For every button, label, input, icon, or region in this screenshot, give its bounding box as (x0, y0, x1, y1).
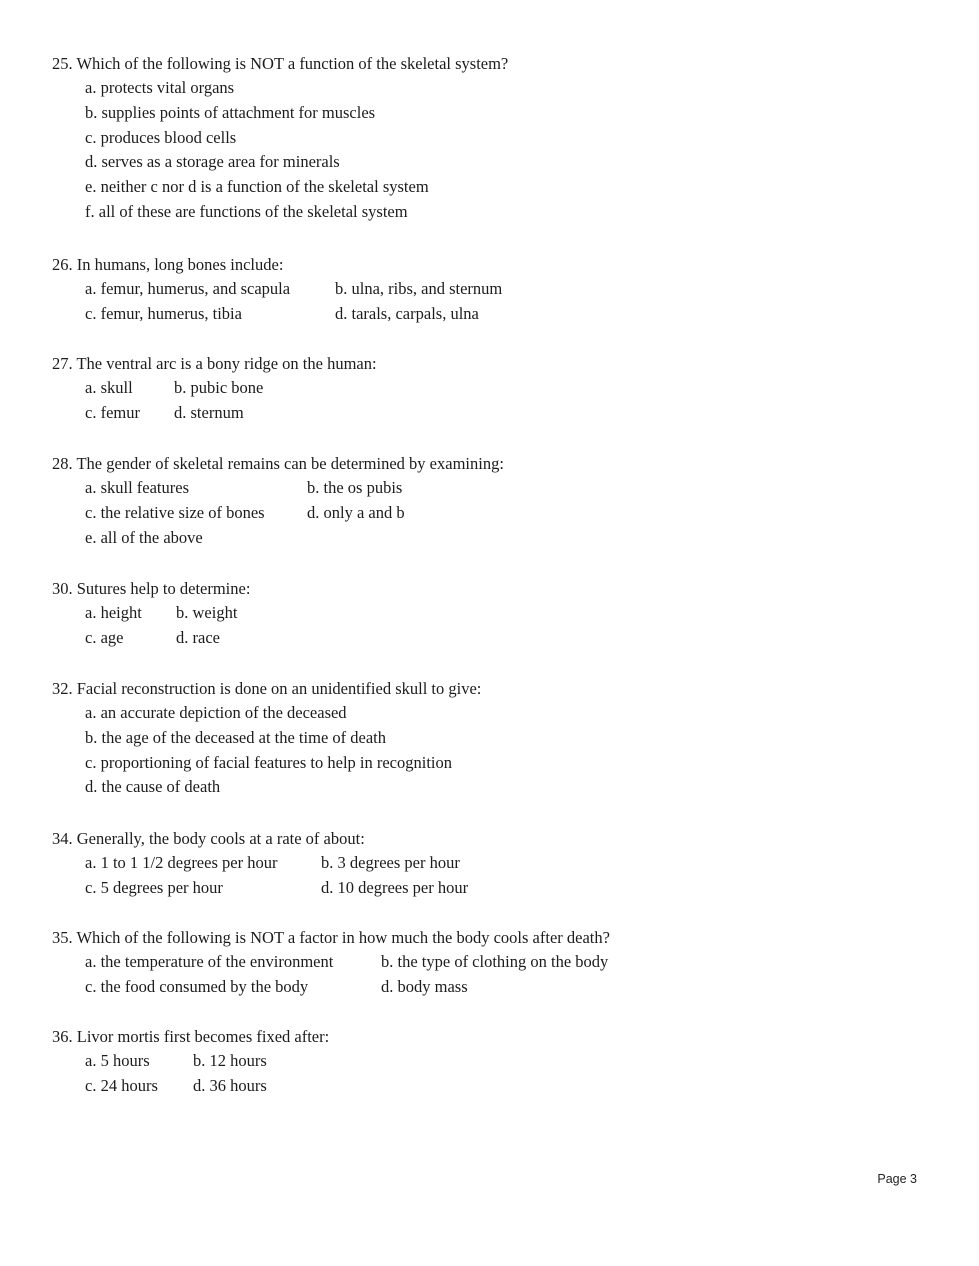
answer-row (85, 376, 932, 401)
answer-option: a. 5 hours (85, 1051, 150, 1070)
answer-option: c. age (85, 627, 124, 647)
answer-option: d. 10 degrees per hour (321, 877, 469, 897)
answer-option: e. all of the above (85, 527, 203, 547)
question-30 (52, 577, 932, 651)
answer-row (85, 950, 932, 975)
answer-option: d. sternum (174, 402, 244, 422)
page-number: Page 3 (877, 1172, 917, 1186)
answer-option: b. ulna, ribs, and sternum (335, 279, 503, 298)
question-text: 30. Sutures help to determine: (52, 579, 251, 598)
answer-option: a. 1 to 1 1/2 degrees per hour (85, 853, 278, 872)
answer-options (85, 851, 932, 901)
answer-options (85, 277, 932, 327)
answer-option: b. 12 hours (193, 1051, 267, 1070)
question-28 (52, 452, 932, 550)
answer-option: a. height (85, 603, 142, 622)
answer-row (85, 601, 932, 626)
answer-option: c. 24 hours (85, 1075, 158, 1095)
answer-row (85, 302, 932, 327)
answer-option: c. femur (85, 402, 140, 422)
answer-row (85, 975, 932, 1000)
answer-option: a. skull features (85, 478, 190, 497)
answer-options (85, 701, 932, 800)
answer-options (85, 601, 932, 651)
question-text: 26. In humans, long bones include: (52, 255, 284, 274)
answer-option: b. the type of clothing on the body (381, 952, 609, 971)
answer-row (85, 1049, 932, 1074)
answer-option: a. an accurate depiction of the deceased (85, 703, 347, 722)
answer-option: c. 5 degrees per hour (85, 877, 223, 897)
answer-option: b. 3 degrees per hour (321, 853, 460, 872)
answer-option: c. femur, humerus, tibia (85, 303, 242, 323)
question-text: 27. The ventral arc is a bony ridge on the human: (52, 354, 377, 373)
answer-row (85, 851, 932, 876)
question-text: 36. Livor mortis first becomes fixed after: (52, 1027, 330, 1046)
question-26 (52, 253, 932, 327)
answer-option: d. tarals, carpals, ulna (335, 303, 479, 323)
question-text: 35. Which of the following is NOT a factor in how much the body cools after death? (52, 928, 610, 947)
answer-options (85, 476, 932, 550)
question-32 (52, 677, 932, 800)
answer-option: b. weight (176, 603, 238, 622)
answer-row (85, 476, 932, 501)
question-36 (52, 1025, 932, 1099)
answer-option: b. the os pubis (307, 478, 403, 497)
answer-row (85, 401, 932, 426)
answer-option: b. pubic bone (174, 378, 264, 397)
question-25 (52, 52, 932, 225)
answer-option: d. 36 hours (193, 1075, 267, 1095)
answer-option: a. protects vital organs (85, 78, 235, 97)
question-text: 34. Generally, the body cools at a rate of about: (52, 829, 365, 848)
answer-options (85, 376, 932, 426)
answer-options (85, 76, 932, 225)
answer-option: b. supplies points of attachment for muscles (85, 102, 376, 122)
answer-row (85, 1074, 932, 1099)
answer-row (85, 501, 932, 526)
answer-option: d. only a and b (307, 502, 405, 522)
question-text: 25. Which of the following is NOT a function of the skeletal system? (52, 54, 509, 73)
question-35 (52, 926, 932, 1000)
question-text: 32. Facial reconstruction is done on an unidentified skull to give: (52, 679, 482, 698)
answer-option: c. the relative size of bones (85, 502, 265, 522)
answer-option: d. race (176, 627, 220, 647)
answer-option: a. skull (85, 378, 133, 397)
question-34 (52, 827, 932, 901)
answer-option: a. the temperature of the environment (85, 952, 334, 971)
answer-option: c. the food consumed by the body (85, 976, 309, 996)
answer-option: a. femur, humerus, and scapula (85, 279, 291, 298)
answer-row (85, 626, 932, 651)
answer-options (85, 950, 932, 1000)
answer-row (85, 876, 932, 901)
answer-option: d. body mass (381, 976, 468, 996)
answer-options (85, 1049, 932, 1099)
answer-option: e. neither c nor d is a function of the skeletal system (85, 177, 429, 197)
question-27 (52, 352, 932, 426)
answer-option: b. the age of the deceased at the time of death (85, 727, 386, 747)
answer-option: c. produces blood cells (85, 127, 237, 147)
answer-option: d. serves as a storage area for minerals (85, 152, 340, 172)
answer-row (85, 277, 932, 302)
question-text: 28. The gender of skeletal remains can be determined by examining: (52, 454, 504, 473)
answer-option: c. proportioning of facial features to help in recognition (85, 752, 453, 772)
answer-option: f. all of these are functions of the skeletal system (85, 201, 408, 221)
answer-option: d. the cause of death (85, 777, 221, 797)
